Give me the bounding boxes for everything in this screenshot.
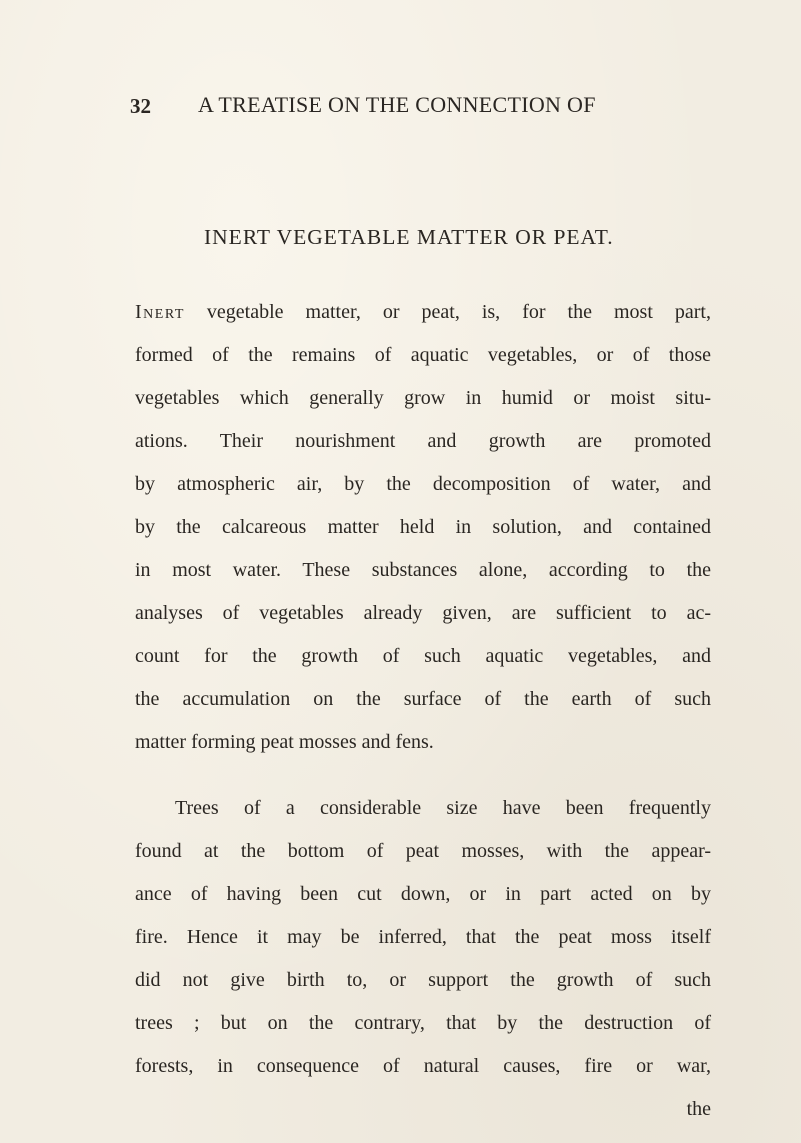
paragraph-1-line-2: formed of the remains of aquatic vegetables, or of those <box>135 344 711 366</box>
paragraph-1-line-1 <box>135 302 711 322</box>
paragraph-1-line-7: in most water. These substances alone, according to the <box>135 559 711 581</box>
paragraph-1-line-11: matter forming peat mosses and fens. <box>135 731 434 753</box>
paragraph-1-line-4: ations. Their nourishment and growth are promoted <box>135 430 711 452</box>
line-text: vegetable matter, or peat, is, for the most part, <box>184 301 711 323</box>
paragraph-1-line-5: by atmospheric air, by the decomposition of water, and <box>135 473 711 495</box>
paragraph-2-line-6: trees ; but on the contrary, that by the destruction of <box>135 1012 711 1034</box>
drop-lead-word: Inert <box>135 301 185 323</box>
paragraph-1-line-3: vegetables which generally grow in humid or moist situ- <box>135 387 711 409</box>
page-number: 32 <box>130 94 151 118</box>
catchword: the <box>686 1098 711 1120</box>
paragraph-1-line-9: count for the growth of such aquatic vegetables, and <box>135 645 711 667</box>
running-head: A TREATISE ON THE CONNECTION OF <box>198 92 596 117</box>
paragraph-1-line-10: the accumulation on the surface of the earth of such <box>135 688 711 710</box>
paragraph-2-line-2: found at the bottom of peat mosses, with the appear- <box>135 840 711 862</box>
paragraph-1-line-6: by the calcareous matter held in solution, and contained <box>135 516 711 538</box>
paragraph-2-line-3: ance of having been cut down, or in part acted on by <box>135 883 711 905</box>
paragraph-2-line-5: did not give birth to, or support the growth of such <box>135 969 711 991</box>
paragraph-2-line-4: fire. Hence it may be inferred, that the peat moss itself <box>135 926 711 948</box>
section-heading: INERT VEGETABLE MATTER OR PEAT. <box>204 225 614 249</box>
paragraph-1-line-8: analyses of vegetables already given, are sufficient to ac- <box>135 602 711 624</box>
paragraph-2-line-7: forests, in consequence of natural causes, fire or war, <box>135 1055 711 1077</box>
paragraph-2-line-1: Trees of a considerable size have been frequently <box>175 797 711 819</box>
